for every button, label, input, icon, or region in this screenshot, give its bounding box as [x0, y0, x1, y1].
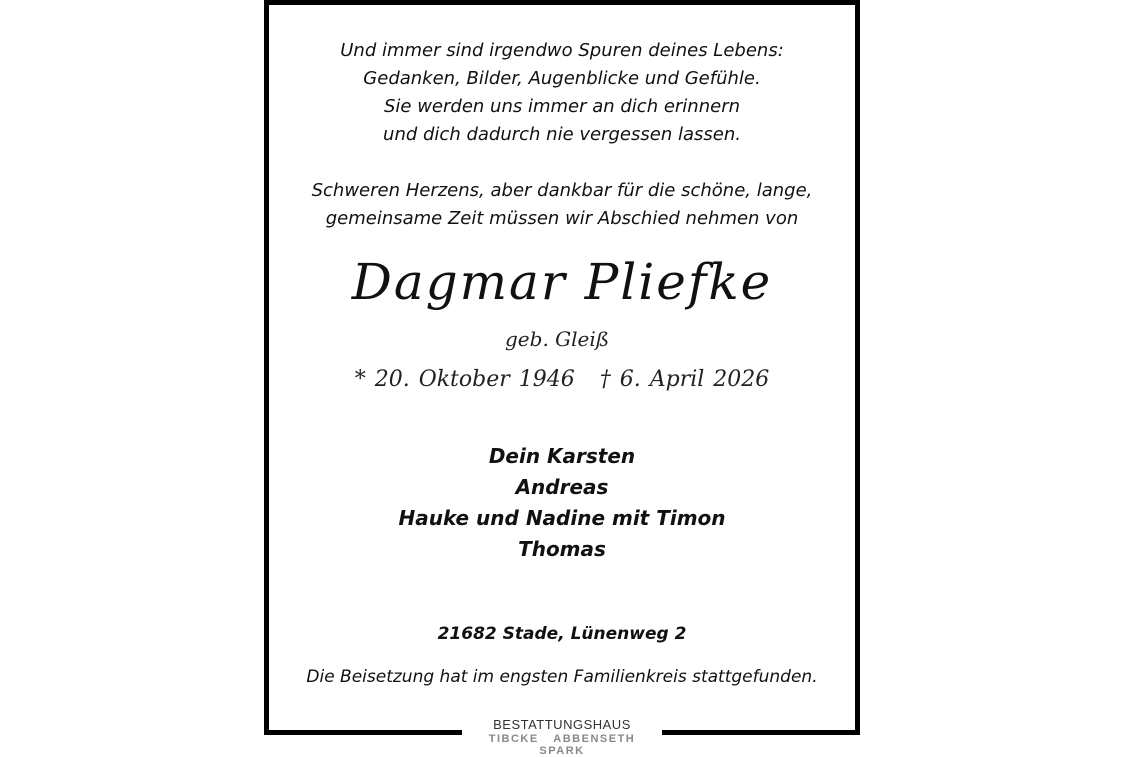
address: 21682 Stade, Lünenweg 2: [437, 624, 687, 644]
deceased-name: Dagmar Pliefke: [351, 253, 773, 311]
family-member: Andreas: [515, 475, 609, 499]
life-dates: [269, 367, 855, 392]
logo-name: TIBCKE: [488, 733, 539, 745]
death-date: † 6. April 2026: [599, 367, 770, 392]
verse-line: Gedanken, Bilder, Augenblicke und Gefühle.: [363, 68, 761, 89]
verse-block: [269, 37, 855, 149]
obituary-frame: [264, 0, 860, 735]
verse-line: Sie werden uns immer an dich erinnern: [383, 96, 741, 117]
verse-line: Und immer sind irgendwo Spuren deines Lebens:: [340, 40, 784, 61]
birth-date: * 20. Oktober 1946: [354, 367, 575, 392]
burial-notice: Die Beisetzung hat im engsten Familienkreis stattgefunden.: [306, 667, 818, 687]
logo-name: SPARK: [539, 745, 585, 757]
logo-name: ABBENSETH: [553, 733, 636, 745]
birth-name: geb. Gleiß: [505, 327, 610, 351]
family-member: Dein Karsten: [488, 444, 636, 468]
intro-line: gemeinsame Zeit müssen wir Abschied nehmen von: [325, 208, 799, 229]
family-member: Thomas: [518, 537, 606, 561]
funeral-home-logo: [462, 713, 662, 757]
logo-names: [462, 733, 662, 757]
logo-title: BESTATTUNGSHAUS: [493, 717, 631, 732]
intro-block: [269, 177, 855, 233]
intro-line: Schweren Herzens, aber dankbar für die schöne, lange,: [311, 180, 813, 201]
family-block: [269, 441, 855, 565]
family-member: Hauke und Nadine mit Timon: [398, 506, 726, 530]
verse-line: und dich dadurch nie vergessen lassen.: [383, 124, 741, 145]
